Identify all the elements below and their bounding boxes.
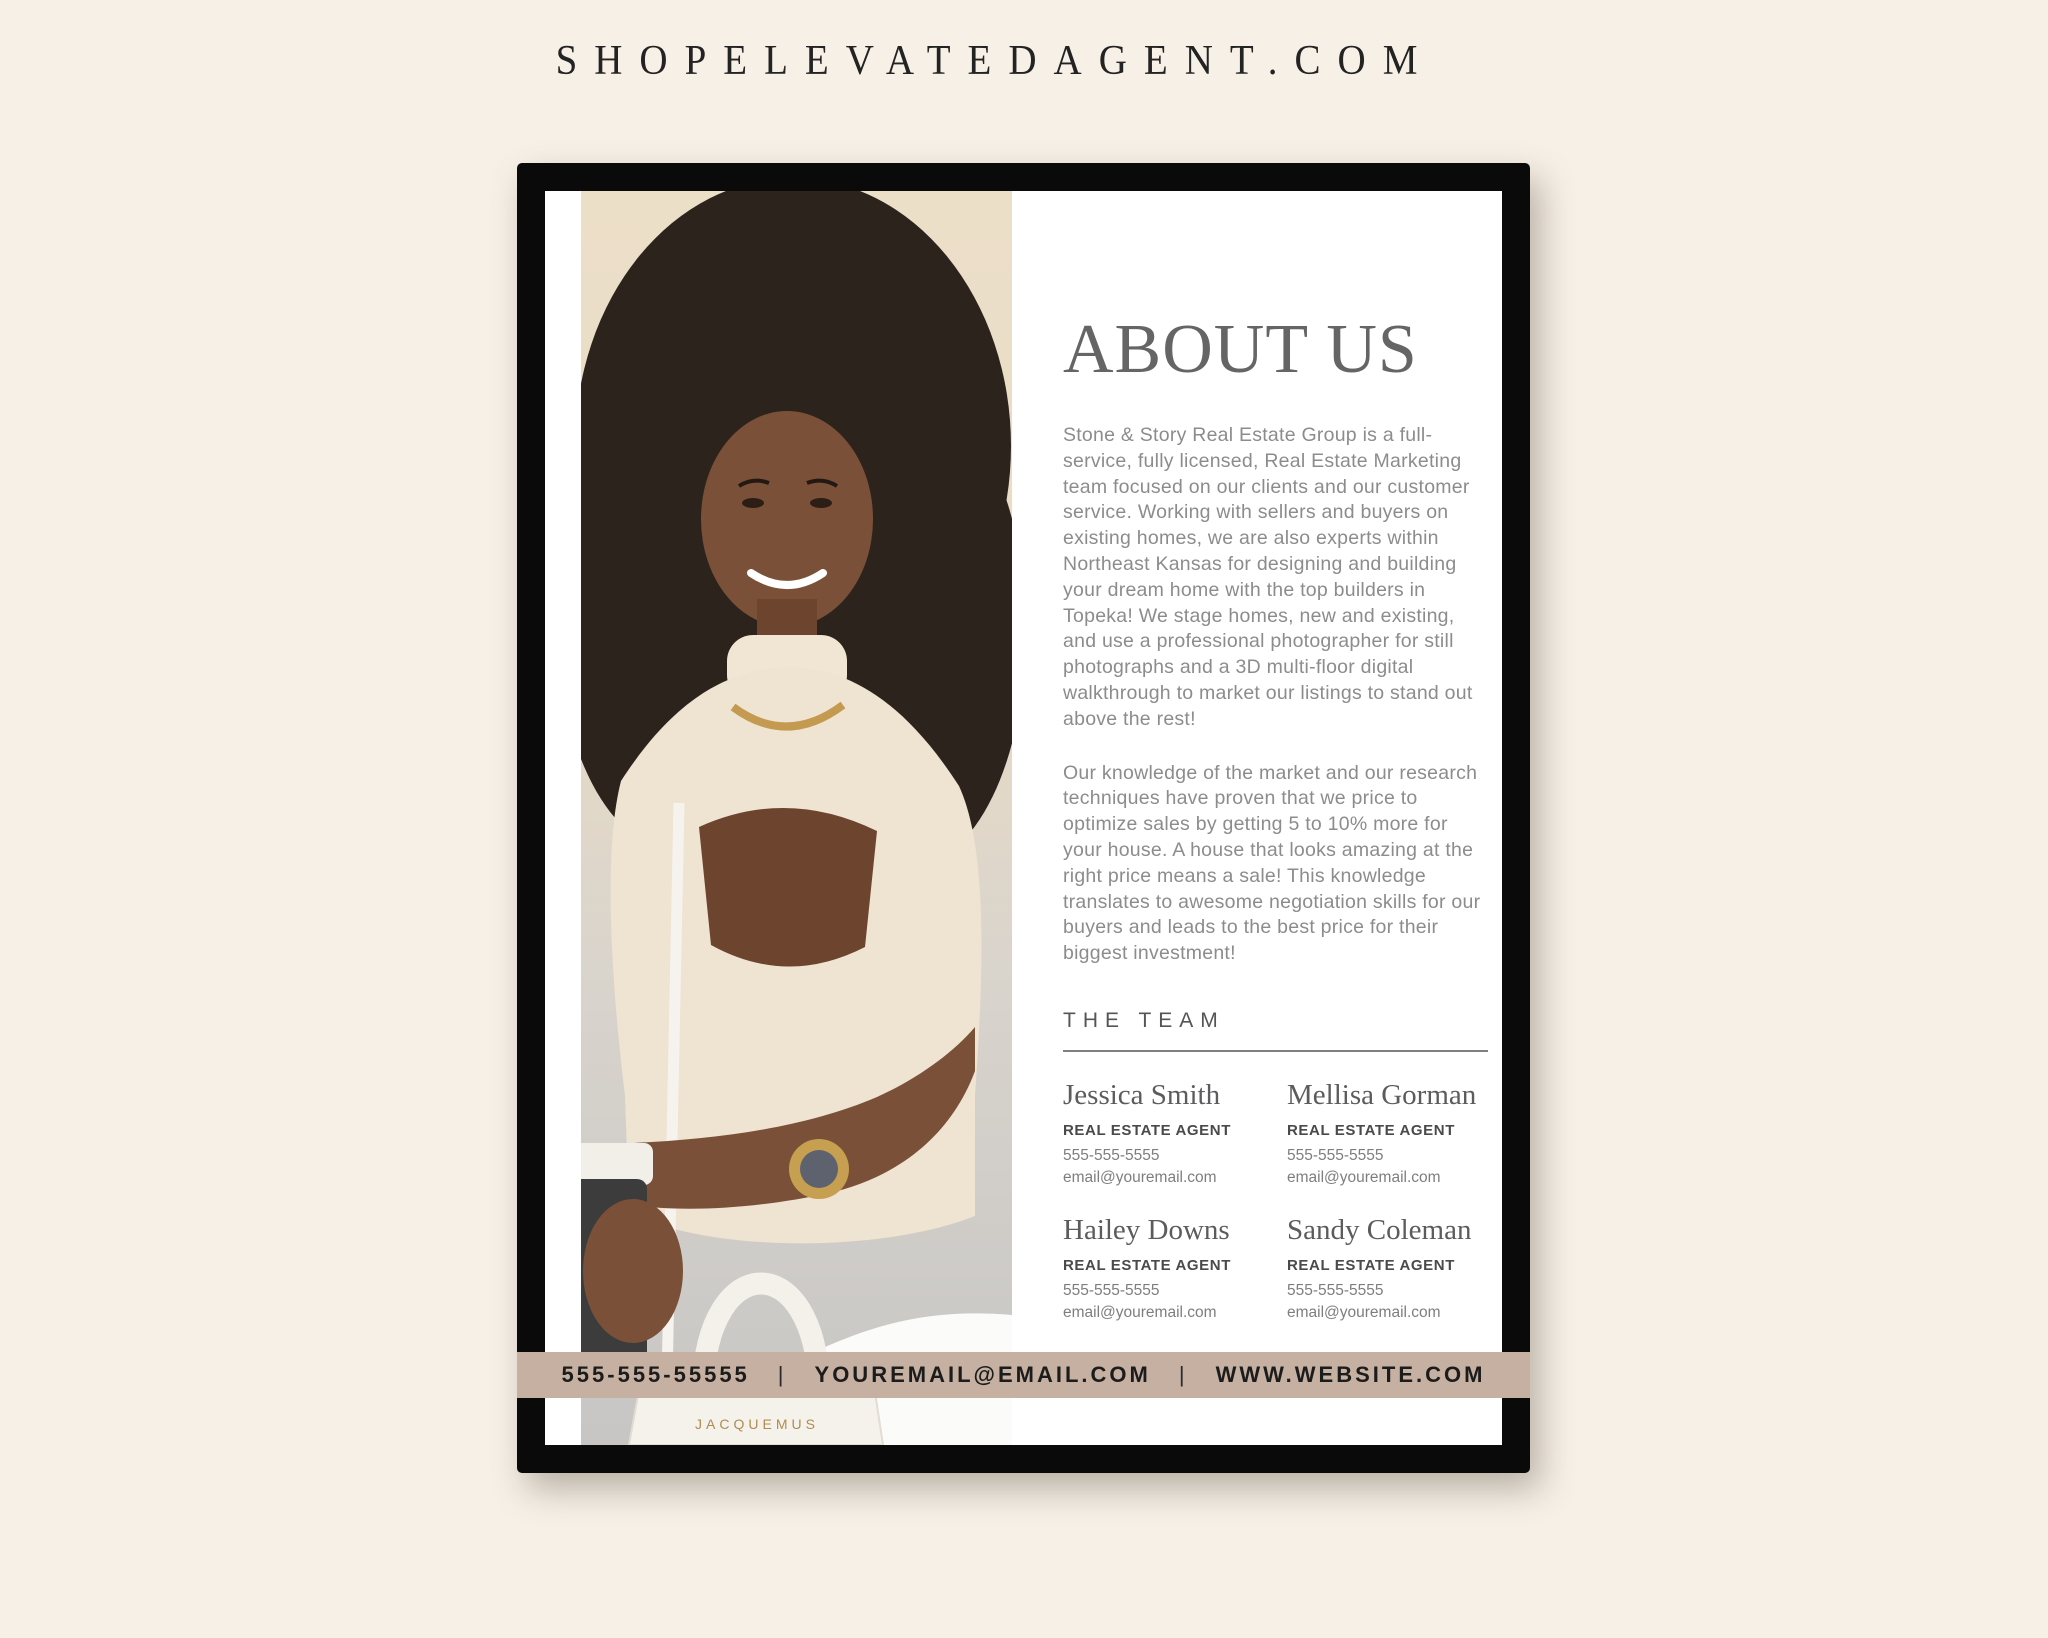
team-member-card xyxy=(1287,1214,1511,1324)
site-url-text: SHOPELEVATEDAGENT.COM xyxy=(555,37,1435,84)
member-name: Mellisa Gorman xyxy=(1287,1078,1477,1111)
team-grid xyxy=(1063,1079,1488,1324)
contact-website: WWW.WEBSITE.COM xyxy=(1215,1362,1486,1387)
agent-photo xyxy=(581,191,1012,1445)
team-member-card xyxy=(1063,1079,1287,1189)
member-name: Jessica Smith xyxy=(1063,1078,1221,1111)
team-heading: THE TEAM xyxy=(1063,1008,1225,1032)
member-name: Sandy Coleman xyxy=(1287,1213,1472,1246)
member-email: email@youremail.com xyxy=(1287,1168,1441,1186)
member-role: REAL ESTATE AGENT xyxy=(1063,1256,1231,1274)
contact-separator: | xyxy=(1178,1362,1188,1387)
member-email: email@youremail.com xyxy=(1287,1303,1441,1321)
team-member-card xyxy=(1063,1214,1287,1324)
member-phone: 555-555-5555 xyxy=(1287,1281,1384,1299)
flyer-page xyxy=(545,191,1502,1445)
contact-phone: 555-555-55555 xyxy=(561,1362,750,1387)
team-divider xyxy=(1063,1050,1488,1052)
member-role: REAL ESTATE AGENT xyxy=(1063,1121,1231,1139)
member-phone: 555-555-5555 xyxy=(1063,1281,1160,1299)
contact-separator: | xyxy=(777,1362,787,1387)
member-email: email@youremail.com xyxy=(1063,1168,1217,1186)
member-name: Hailey Downs xyxy=(1063,1213,1230,1246)
contact-email: YOUREMAIL@EMAIL.COM xyxy=(814,1362,1151,1387)
member-phone: 555-555-5555 xyxy=(1063,1146,1160,1164)
about-content xyxy=(1012,191,1502,1445)
team-member-card xyxy=(1287,1079,1511,1189)
member-phone: 555-555-5555 xyxy=(1287,1146,1384,1164)
about-paragraph-2: Our knowledge of the market and our research techniques have proven that we price to optimize sales by getting 5 to 10% more for your house. A house that looks amazing at the right price means a sale! This knowledge translates to awesome negotiation skills for our buyers and leads to the best price for their biggest investment! xyxy=(1063,761,1481,965)
about-paragraph-1: Stone & Story Real Estate Group is a full-service, fully licensed, Real Estate Marketing team focused on our clients and our customer service. Working with sellers and buyers on existing homes, we are also experts within Northeast Kansas for designing and building your dream home with the top builders in Topeka! We stage homes, new and existing, and use a professional photographer for still photographs and a 3D multi-floor digital walkthrough to market our listings to stand out above the rest! xyxy=(1063,424,1473,730)
bag-brand-label: JACQUEMUS xyxy=(695,1416,819,1432)
member-role: REAL ESTATE AGENT xyxy=(1287,1256,1455,1274)
contact-bar xyxy=(517,1352,1530,1398)
about-us-flyer xyxy=(517,163,1530,1473)
member-email: email@youremail.com xyxy=(1063,1303,1217,1321)
member-role: REAL ESTATE AGENT xyxy=(1287,1121,1455,1139)
about-title: ABOUT US xyxy=(1063,311,1418,388)
